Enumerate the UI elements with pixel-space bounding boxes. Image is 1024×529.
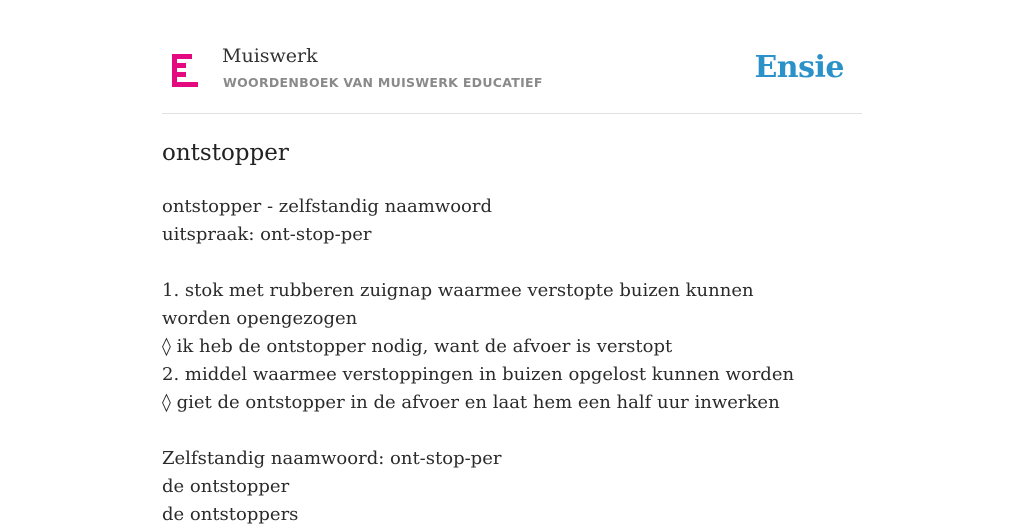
site-subtitle: WOORDENBOEK VAN MUISWERK EDUCATIEF xyxy=(223,75,543,90)
definition-line: 1. stok met rubberen zuignap waarmee verstopte buizen kunnen worden opengezogen xyxy=(162,280,754,329)
muiswerk-logo-icon[interactable] xyxy=(172,54,200,88)
definition-line: de ontstoppers xyxy=(162,504,299,525)
definition-line: ontstopper - zelfstandig naamwoord xyxy=(162,196,493,217)
entry-title: ontstopper xyxy=(162,140,289,166)
definition-line: Zelfstandig naamwoord: ont-stop-per xyxy=(162,448,502,469)
ensie-brand-link[interactable]: Ensie xyxy=(754,50,844,85)
definition-line: de ontstopper xyxy=(162,476,290,497)
example-line: ◊ ik heb de ontstopper nodig, want de afvoer is verstopt xyxy=(162,336,673,357)
example-line: ◊ giet de ontstopper in de afvoer en laat hem een half uur inwerken xyxy=(162,392,780,413)
site-name-link[interactable]: Muiswerk xyxy=(222,45,318,67)
entry-content xyxy=(162,134,862,529)
definition-line: 2. middel waarmee verstoppingen in buizen opgelost kunnen worden xyxy=(162,364,795,385)
blank-line xyxy=(162,249,862,277)
site-header xyxy=(162,0,862,114)
entry-definition xyxy=(162,193,862,529)
blank-line xyxy=(162,417,862,445)
definition-line: uitspraak: ont-stop-per xyxy=(162,224,372,245)
